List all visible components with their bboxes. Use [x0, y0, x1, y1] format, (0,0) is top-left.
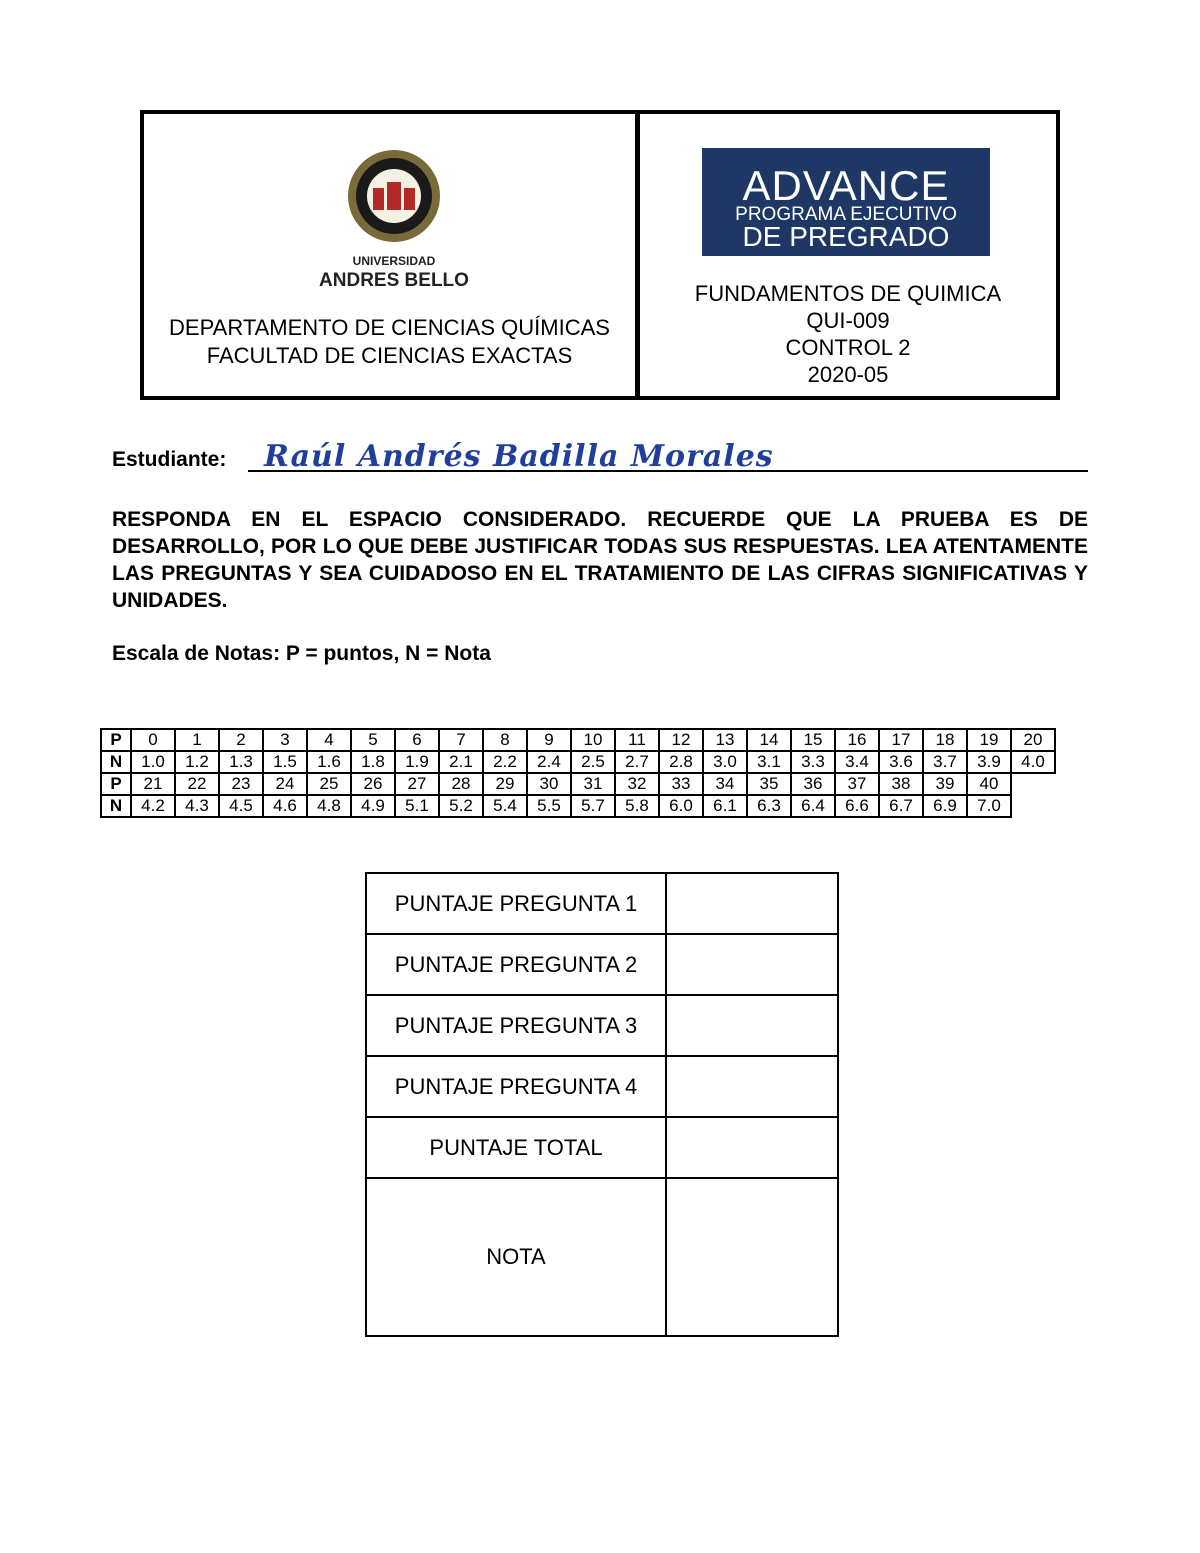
scale-cell: 1.0	[131, 751, 175, 773]
scale-cell: 6.7	[879, 795, 923, 817]
scale-cell: 4.8	[307, 795, 351, 817]
scale-cell: 3.7	[923, 751, 967, 773]
scale-cell: 1.3	[219, 751, 263, 773]
score-value-q3[interactable]	[666, 995, 838, 1056]
scale-cell: 14	[747, 729, 791, 751]
scale-cell: 40	[967, 773, 1011, 795]
scale-cell: 4.2	[131, 795, 175, 817]
instructions-paragraph: RESPONDA EN EL ESPACIO CONSIDERADO. RECUERDE QUE LA PRUEBA ES DE DESARROLLO, POR LO QUE DEBE JUSTIFICAR TODAS SUS RESPUESTAS. LEA ATENTAMENTE LAS PREGUNTAS Y SEA CUIDADOSO EN EL TRATAMIENTO DE LAS CIFRAS SIGNIFICATIVAS Y UNIDADES.	[112, 508, 1088, 612]
scale-cell: 2	[219, 729, 263, 751]
scale-cell: 22	[175, 773, 219, 795]
scale-cell: 18	[923, 729, 967, 751]
university-logo	[314, 144, 474, 294]
header-box	[140, 110, 1060, 400]
logo-building-right	[404, 188, 415, 210]
scale-cell: 4	[307, 729, 351, 751]
scale-cell: 1.9	[395, 751, 439, 773]
scale-cell: 33	[659, 773, 703, 795]
scale-row-points-2	[101, 773, 1055, 795]
course-code: QUI-009	[806, 308, 890, 333]
scale-cell: 24	[263, 773, 307, 795]
scale-cell: 6.1	[703, 795, 747, 817]
score-row-grade	[366, 1178, 838, 1336]
scale-cell: 21	[131, 773, 175, 795]
scale-cell: 12	[659, 729, 703, 751]
advance-logo	[702, 148, 990, 256]
scale-cell: 31	[571, 773, 615, 795]
logo-building-center	[387, 182, 401, 210]
scale-cell: 6.3	[747, 795, 791, 817]
score-label-q1: PUNTAJE PREGUNTA 1	[366, 873, 666, 934]
advance-logo-subtitle-2: DE PREGRADO	[742, 221, 950, 252]
scale-cell: 34	[703, 773, 747, 795]
scale-cell: 38	[879, 773, 923, 795]
score-row-total	[366, 1117, 838, 1178]
score-row-q4	[366, 1056, 838, 1117]
scale-cell: 2.2	[483, 751, 527, 773]
faculty-name: FACULTAD DE CIENCIAS EXACTAS	[206, 343, 573, 368]
scale-cell: 36	[791, 773, 835, 795]
scale-cell: 2.7	[615, 751, 659, 773]
student-line	[112, 430, 1088, 474]
scale-cell: 2.1	[439, 751, 483, 773]
row-header-n: N	[101, 795, 131, 817]
scale-cell: 5.4	[483, 795, 527, 817]
scale-cell: 39	[923, 773, 967, 795]
score-label-grade: NOTA	[366, 1178, 666, 1336]
score-value-total[interactable]	[666, 1117, 838, 1178]
scale-cell: 7.0	[967, 795, 1011, 817]
scale-cell: 15	[791, 729, 835, 751]
scale-cell: 4.3	[175, 795, 219, 817]
scale-cell: 4.5	[219, 795, 263, 817]
scale-cell: 8	[483, 729, 527, 751]
scale-cell: 5.5	[527, 795, 571, 817]
student-label: Estudiante:	[112, 448, 227, 471]
score-row-q2	[366, 934, 838, 995]
scale-cell: 3.0	[703, 751, 747, 773]
scale-cell: 1.5	[263, 751, 307, 773]
scale-cell: 35	[747, 773, 791, 795]
scale-cell: 23	[219, 773, 263, 795]
exam-period: 2020-05	[807, 362, 889, 387]
scale-cell: 2.5	[571, 751, 615, 773]
course-name: FUNDAMENTOS DE QUIMICA	[694, 281, 1002, 306]
scale-cell: 6.9	[923, 795, 967, 817]
scale-cell: 11	[615, 729, 659, 751]
exam-name: CONTROL 2	[785, 335, 911, 360]
scale-cell: 9	[527, 729, 571, 751]
header-course-cell	[640, 114, 1056, 396]
scale-cell: 25	[307, 773, 351, 795]
advance-logo-title: ADVANCE	[742, 162, 950, 209]
row-header-p: P	[101, 773, 131, 795]
scale-cell: 4.0	[1011, 751, 1055, 773]
score-label-total: PUNTAJE TOTAL	[366, 1117, 666, 1178]
scale-cell: 6.0	[659, 795, 703, 817]
scale-cell-empty	[1011, 773, 1055, 795]
scale-row-points-1	[101, 729, 1055, 751]
scale-cell: 5.1	[395, 795, 439, 817]
grading-scale-title: Escala de Notas: P = puntos, N = Nota	[112, 642, 491, 665]
scale-cell: 27	[395, 773, 439, 795]
scale-cell: 16	[835, 729, 879, 751]
scale-cell: 5.7	[571, 795, 615, 817]
scale-cell: 1.2	[175, 751, 219, 773]
row-header-n: N	[101, 751, 131, 773]
scale-cell: 5	[351, 729, 395, 751]
score-row-q1	[366, 873, 838, 934]
scale-cell: 2.8	[659, 751, 703, 773]
score-value-q1[interactable]	[666, 873, 838, 934]
scale-cell: 6	[395, 729, 439, 751]
logo-text-andres-bello: ANDRES BELLO	[319, 270, 469, 291]
scale-cell-empty	[1011, 795, 1055, 817]
scale-cell: 0	[131, 729, 175, 751]
scale-cell: 17	[879, 729, 923, 751]
header-university-cell	[144, 114, 640, 396]
scale-cell: 1	[175, 729, 219, 751]
scale-cell: 19	[967, 729, 1011, 751]
department-name: DEPARTAMENTO DE CIENCIAS QUÍMICAS	[169, 315, 610, 340]
logo-text-university: UNIVERSIDAD	[352, 254, 436, 268]
scale-cell: 2.4	[527, 751, 571, 773]
score-row-q3	[366, 995, 838, 1056]
scale-cell: 32	[615, 773, 659, 795]
score-label-q3: PUNTAJE PREGUNTA 3	[366, 995, 666, 1056]
scale-cell: 6.6	[835, 795, 879, 817]
scale-cell: 3.1	[747, 751, 791, 773]
scale-cell: 3.6	[879, 751, 923, 773]
row-header-p: P	[101, 729, 131, 751]
scale-cell: 6.4	[791, 795, 835, 817]
score-value-q4[interactable]	[666, 1056, 838, 1117]
department-block	[144, 314, 635, 370]
score-table	[365, 872, 839, 1337]
scale-cell: 3.3	[791, 751, 835, 773]
scale-cell: 4.6	[263, 795, 307, 817]
student-name-handwritten: Raúl Andrés Badilla Morales	[264, 439, 774, 474]
grading-scale-table	[100, 728, 1056, 818]
course-block	[640, 280, 1056, 388]
scale-cell: 26	[351, 773, 395, 795]
scale-cell: 28	[439, 773, 483, 795]
score-label-q4: PUNTAJE PREGUNTA 4	[366, 1056, 666, 1117]
scale-cell: 13	[703, 729, 747, 751]
scale-row-notes-2	[101, 795, 1055, 817]
scale-cell: 20	[1011, 729, 1055, 751]
scale-cell: 5.8	[615, 795, 659, 817]
score-value-grade[interactable]	[666, 1178, 838, 1336]
advance-logo-subtitle: PROGRAMA EJECUTIVO	[735, 204, 957, 225]
scale-cell: 37	[835, 773, 879, 795]
scale-cell: 10	[571, 729, 615, 751]
scale-cell: 30	[527, 773, 571, 795]
scale-cell: 7	[439, 729, 483, 751]
scale-row-notes-1	[101, 751, 1055, 773]
scale-cell: 1.8	[351, 751, 395, 773]
scale-cell: 29	[483, 773, 527, 795]
scale-cell: 5.2	[439, 795, 483, 817]
scale-cell: 3	[263, 729, 307, 751]
logo-building-left	[373, 188, 384, 210]
score-value-q2[interactable]	[666, 934, 838, 995]
scale-cell: 1.6	[307, 751, 351, 773]
score-label-q2: PUNTAJE PREGUNTA 2	[366, 934, 666, 995]
scale-cell: 3.9	[967, 751, 1011, 773]
scale-cell: 4.9	[351, 795, 395, 817]
scale-cell: 3.4	[835, 751, 879, 773]
